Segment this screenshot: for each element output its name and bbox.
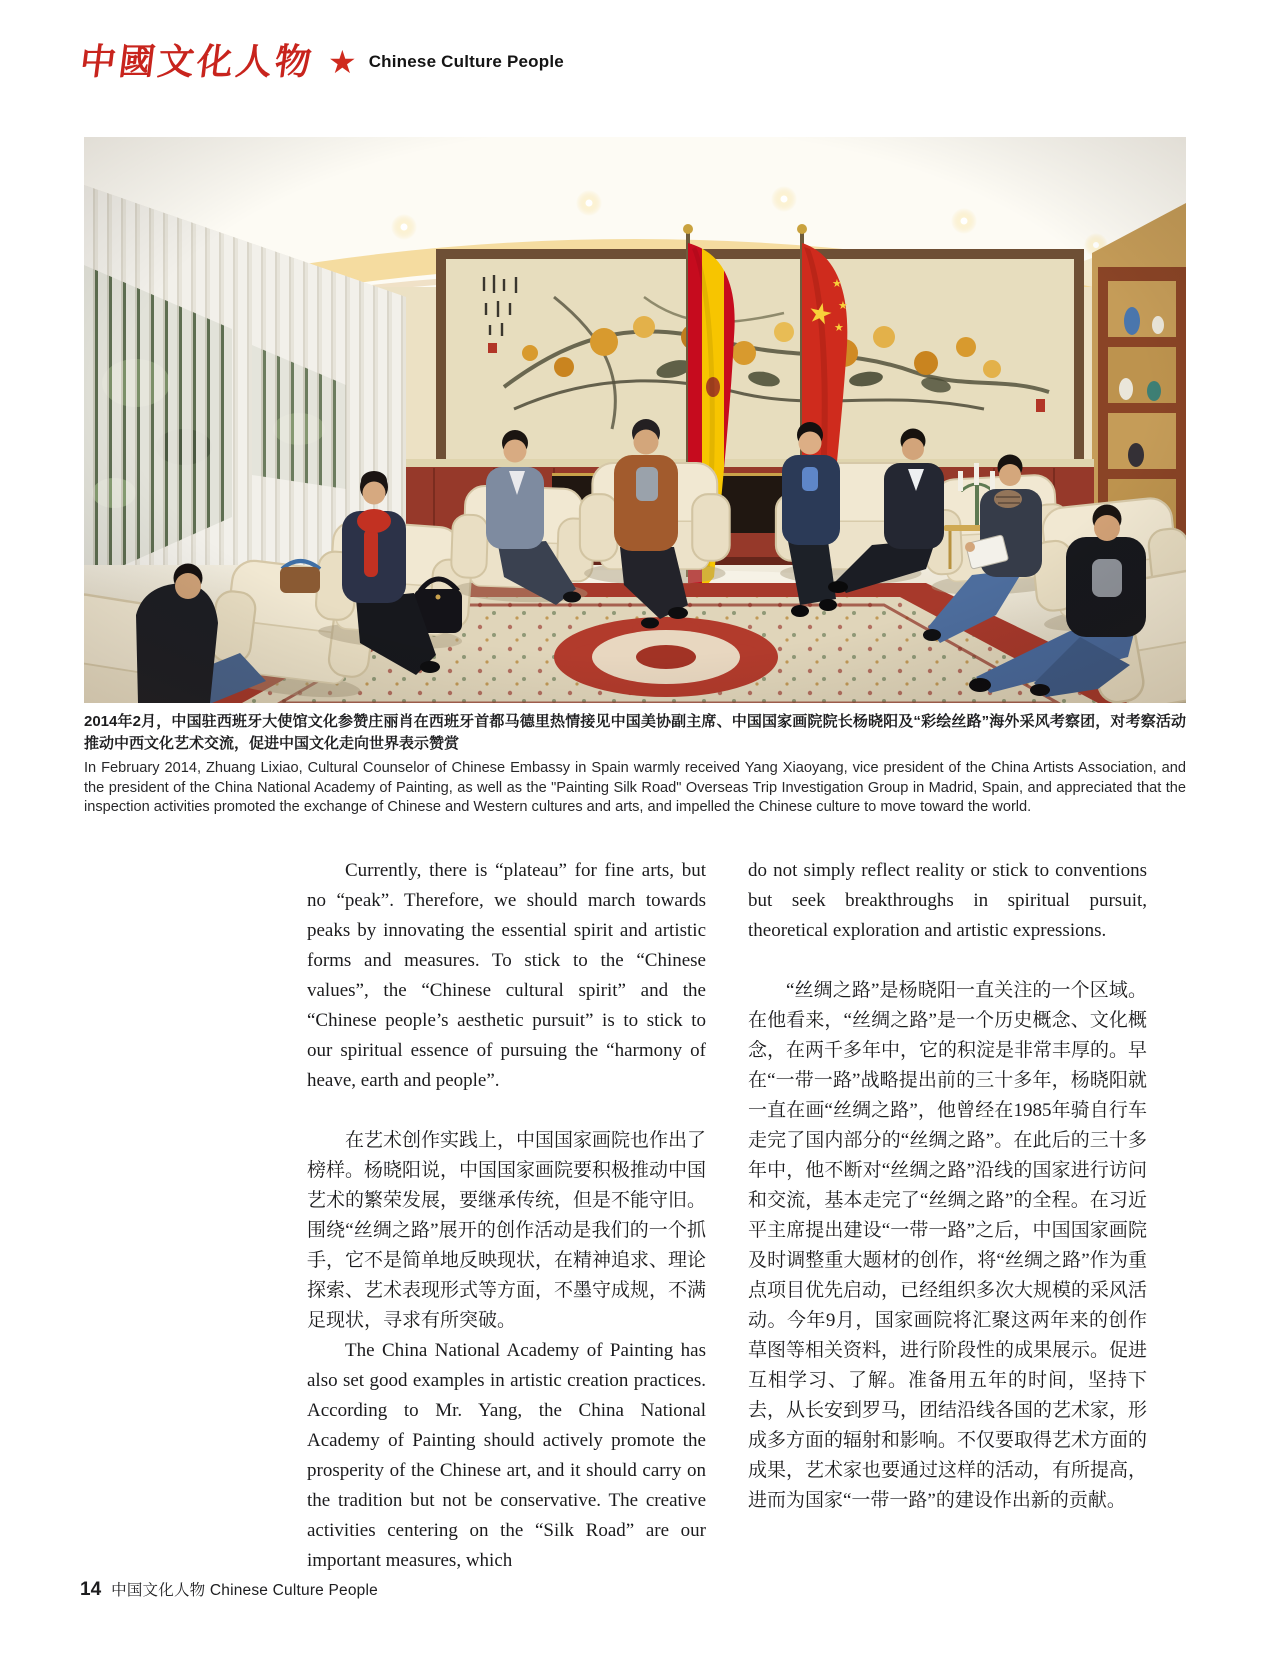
page-number: 14: [80, 1579, 102, 1600]
magazine-header: [77, 41, 564, 83]
article-column-right: [748, 856, 1147, 1576]
magazine-logo-en: Chinese Culture People: [368, 52, 564, 71]
paragraph-cn-1: 在艺术创作实践上，中国国家画院也作出了榜样。杨晓阳说，中国国家画院要积极推动中国艺术的繁荣发展，要继承传统，但是不能守旧。围绕“丝绸之路”展开的创作活动是我们的一个抓手，它不是简单地反映现状，在精神追求、理论探索、艺术表现形式等方面，不墨守成规，不满足现状，寻求有所突破。: [307, 1130, 707, 1331]
star-icon: ★: [328, 44, 357, 80]
paragraph-en-1: Currently, there is “plateau” for fine arts, but no “peak”. Therefore, we should march towards peaks by innovating the essential spirit and artistic forms and measures. To stick to the “Chinese values”, the “Chinese cultural spirit” and the “Chinese people’s aesthetic pursuit” is to stick to our spiritual essence of pursuing the “harmony of heave, earth and people”.: [307, 860, 706, 1091]
paragraph-en-2: The China National Academy of Painting has also set good examples in artistic creation practices. According to Mr. Yang, the China National Academy of Painting should actively promote the prosperity of the Chinese art, and it should carry on the tradition but not be conservative. The creative activities centering on the “Silk Road” are our important measures, which: [307, 1340, 706, 1571]
page-footer: [80, 1578, 378, 1601]
magazine-logo-cn: 中國文化人物: [77, 41, 317, 83]
article-body: [307, 856, 1147, 1576]
photo-caption-english: In February 2014, Zhuang Lixiao, Cultural Counselor of Chinese Embassy in Spain warmly received Yang Xiaoyang, vice president of the China Artists Association, and the president of the China National Academy of Painting, as well as the "Painting Silk Road" Overseas Trip Investigation Group in Madrid, Spain, and appreciated that the inspection activities promoted the exchange of Chinese and Western cultures and arts, and impelled the Chinese culture to move toward the world.: [84, 760, 1186, 815]
photo-vignette: [84, 137, 1186, 703]
footer-magazine-en: Chinese Culture People: [209, 1582, 378, 1599]
photo-caption-chinese: 2014年2月，中国驻西班牙大使馆文化参赞庄丽肖在西班牙首都马德里热情接见中国美协副主席、中国国家画院院长杨晓阳及“彩绘丝路”海外采风考察团，对考察活动推动中西文化艺术交流，促进中国文化走向世界表示赞赏: [84, 713, 1186, 752]
meeting-room-scene: [84, 137, 1186, 703]
footer-magazine-cn: 中国文化人物: [111, 1582, 206, 1599]
paragraph-en-3: do not simply reflect reality or stick to conventions but seek breakthroughs in spiritual pursuit, theoretical exploration and artistic expressions.: [748, 860, 1147, 941]
paragraph-cn-2: “丝绸之路”是杨晓阳一直关注的一个区域。在他看来，“丝绸之路”是一个历史概念、文化概念，在两千多年中，它的积淀是非常丰厚的。早在“一带一路”战略提出前的三十多年，杨晓阳就一直在画“丝绸之路”，他曾经在1985年骑自行车走完了国内部分的“丝绸之路”。在此后的三十多年中，他不断对“丝绸之路”沿线的国家进行访问和交流，基本走完了“丝绸之路”的全程。在习近平主席提出建设“一带一路”之后，中国国家画院及时调整重大题材的创作，将“丝绸之路”作为重点项目优先启动，已经组织多次大规模的采风活动。今年9月，国家画院将汇聚这两年来的创作草图等相关资料，进行阶段性的成果展示。促进互相学习、了解。准备用五年的时间，坚持下去，从长安到罗马，团结沿线各国的艺术家，形成多方面的辐射和影响。不仅要取得艺术方面的成果，艺术家也要通过这样的活动，有所提高，进而为国家“一带一路”的建设作出新的贡献。: [748, 980, 1148, 1511]
footer-magazine-title: [111, 1578, 378, 1600]
article-column-left: [307, 856, 706, 1576]
meeting-photo: [84, 137, 1186, 703]
photo-caption: [84, 711, 1186, 818]
